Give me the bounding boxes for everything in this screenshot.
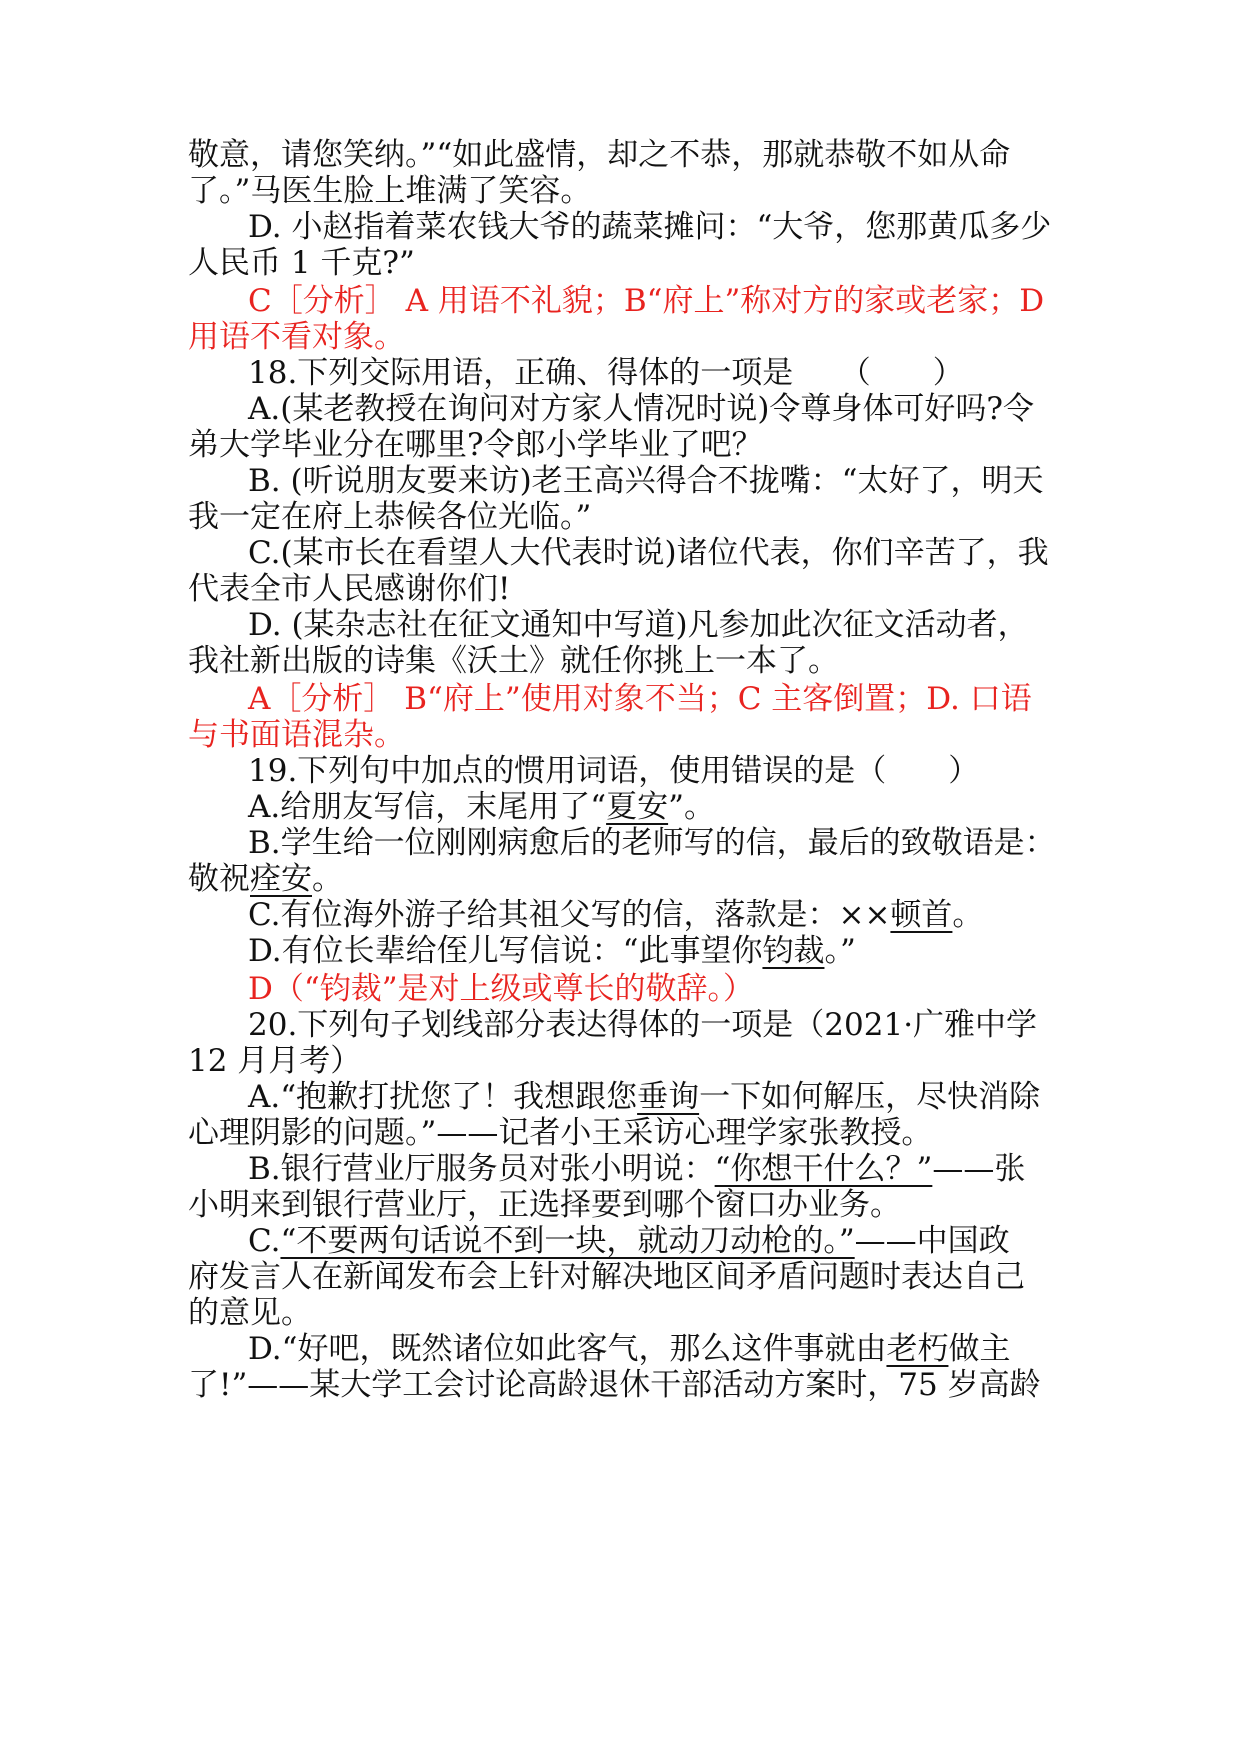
q20-b-underlined: “你想干什么？” — [714, 1151, 933, 1187]
q20-stem: 20.下列句子划线部分表达得体的一项是（2021·广雅中学 — [248, 1007, 1038, 1043]
q17-answer-analysis-cont: 用语不看对象。 — [188, 319, 405, 355]
q19-option-b-cont: 敬祝痊安。 — [188, 861, 343, 897]
q20-option-c: C.“不要两句话说不到一块，就动刀动枪的。”——中国政 — [248, 1223, 1010, 1259]
q19-c-dotted-term: 顿首 — [890, 897, 953, 933]
q20-option-c-cont: 的意见。 — [188, 1295, 312, 1331]
q18-answer-analysis-cont: 与书面语混杂。 — [188, 717, 405, 753]
q18-answer-analysis: A［分析］ B“府上”使用对象不当；C 主客倒置；D. 口语 — [248, 681, 1032, 717]
q20-option-b: B.银行营业厅服务员对张小明说：“你想干什么？”——张 — [248, 1151, 1026, 1187]
q18-option-b-cont: 我一定在府上恭候各位光临。” — [188, 499, 592, 535]
q18-option-a-cont: 弟大学毕业分在哪里?令郎小学毕业了吧？ — [188, 427, 763, 463]
q20-option-a: A.“抱歉打扰您了！我想跟您垂询一下如何解压，尽快消除 — [248, 1079, 1041, 1115]
q19-option-c: C.有位海外游子给其祖父写的信，落款是：××顿首。 — [248, 897, 984, 933]
q17-answer-analysis: C［分析］ A 用语不礼貌；B“府上”称对方的家或老家；D — [248, 283, 1045, 319]
q19-b-dotted-term: 痊安 — [250, 861, 312, 897]
q20-option-a-cont: 心理阴影的问题。”——记者小王采访心理学家张教授。 — [188, 1115, 933, 1151]
q18-option-c: C.(某市长在看望人大代表时说)诸位代表，你们辛苦了，我 — [248, 535, 1049, 571]
q18-stem: 18.下列交际用语，正确、得体的一项是 （ ） — [248, 355, 964, 391]
q19-a-dotted-term: 夏安 — [606, 789, 669, 825]
q17-option-d-cont: 人民币 1 千克?” — [188, 245, 415, 281]
q20-c-underlined: “不要两句话说不到一块，就动刀动枪的。” — [280, 1223, 855, 1259]
q20-option-c-cont: 府发言人在新闻发布会上针对解决地区间矛盾问题时表达自己 — [188, 1259, 1025, 1295]
q18-option-a: A.(某老教授在询问对方家人情况时说)令尊身体可好吗?令 — [248, 391, 1035, 427]
q17-text-line: 了。”马医生脸上堆满了笑容。 — [188, 173, 592, 209]
q19-stem: 19.下列句中加点的惯用词语，使用错误的是（ ） — [248, 753, 980, 789]
q20-option-d-cont: 了!”——某大学工会讨论高龄退休干部活动方案时，75 岁高龄 — [188, 1367, 1041, 1403]
q20-option-d: D.“好吧，既然诸位如此客气，那么这件事就由老朽做主 — [248, 1331, 1011, 1367]
q19-option-b: B.学生给一位刚刚病愈后的老师写的信，最后的致敬语是： — [248, 825, 1056, 861]
q18-option-d-cont: 我社新出版的诗集《沃土》就任你挑上一本了。 — [188, 643, 839, 679]
q17-text-line: 敬意，请您笑纳。”“如此盛情，却之不恭，那就恭敬不如从命 — [188, 137, 1011, 173]
q19-answer-analysis: D（“钧裁”是对上级或尊长的敬辞。） — [248, 971, 755, 1007]
q20-stem-cont: 12 月月考） — [188, 1043, 362, 1079]
q20-a-underlined: 垂询 — [637, 1079, 700, 1115]
q20-option-b-cont: 小明来到银行营业厅，正选择要到哪个窗口办业务。 — [188, 1187, 901, 1223]
q18-option-c-cont: 代表全市人民感谢你们! — [188, 571, 511, 607]
q19-option-d: D.有位长辈给侄儿写信说：“此事望你钧裁。” — [248, 933, 856, 969]
q20-d-underlined: 老朽 — [886, 1331, 949, 1367]
q19-d-dotted-term: 钧裁 — [762, 933, 825, 969]
q18-option-d: D. (某杂志社在征文通知中写道)凡参加此次征文活动者， — [248, 607, 1029, 643]
q17-option-d: D. 小赵指着菜农钱大爷的蔬菜摊问：“大爷，您那黄瓜多少 — [248, 209, 1052, 245]
q18-option-b: B. (听说朋友要来访)老王高兴得合不拢嘴：“太好了，明天 — [248, 463, 1044, 499]
q19-option-a: A.给朋友写信，末尾用了“夏安”。 — [248, 789, 715, 825]
